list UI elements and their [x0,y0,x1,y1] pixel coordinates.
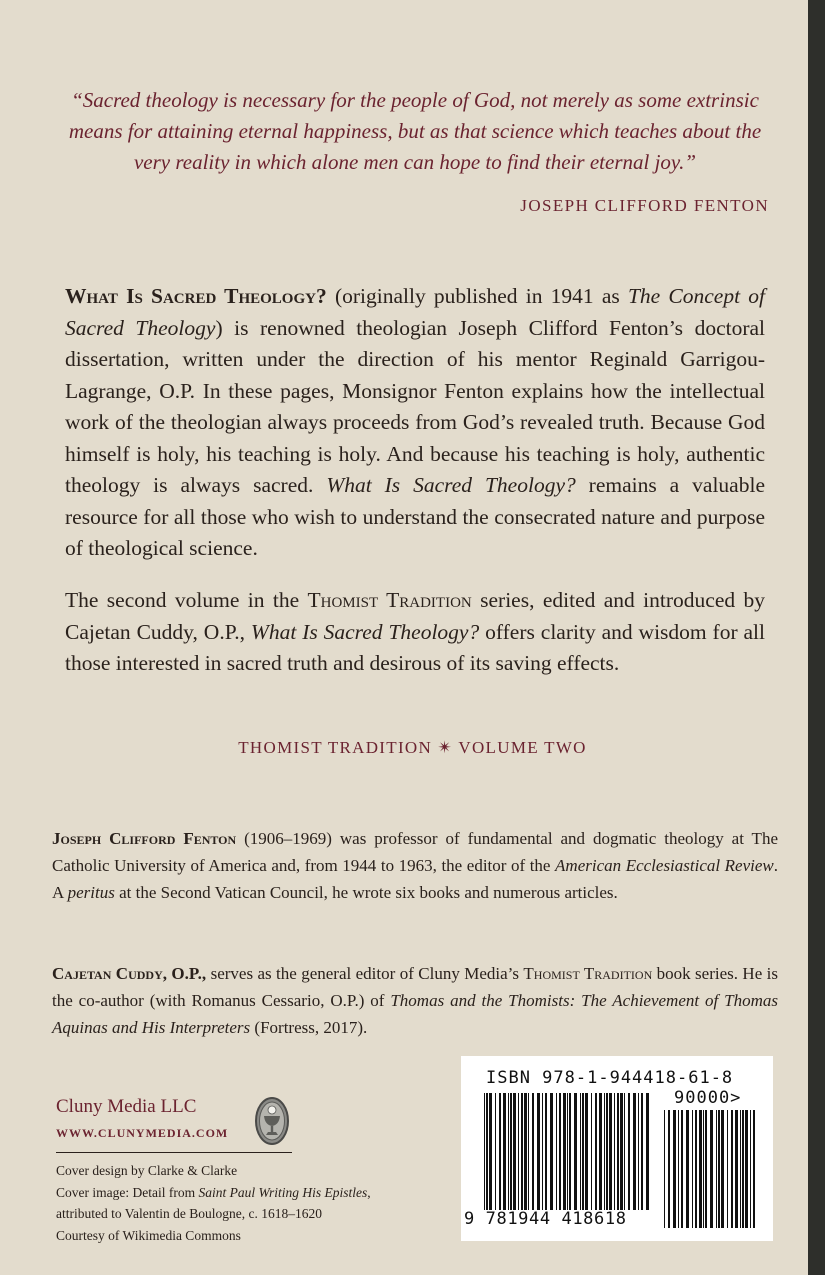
barcode-bar [705,1110,707,1228]
epigraph-quote: “Sacred theology is necessary for the people of God, not merely as some extrinsic means for attaining eternal happiness, but as that science which teaches about the very reality in which alone men can hope to find their eternal joy.” [68,88,762,174]
barcode-bar [599,1093,602,1210]
barcode-bar [563,1093,566,1210]
barcode-bar [745,1110,748,1228]
book-title-italic: What Is Sacred Theology? [250,619,480,644]
barcode-bar [716,1110,717,1228]
barcode-bar [532,1093,534,1210]
barcode-bar [545,1093,547,1210]
barcode-bar [521,1093,523,1210]
barcode-bar [617,1093,619,1210]
barcode-bar [550,1093,553,1210]
barcode-bar [624,1093,625,1210]
barcode-bar [620,1093,623,1210]
barcode-bar [638,1093,639,1210]
barcode-bar [699,1110,702,1228]
epigraph-author: JOSEPH CLIFFORD FENTON [520,196,769,215]
publisher-name: Cluny Media LLC [56,1096,197,1117]
coauthored-book-title: Thomas and the Thomists: The Achievement of Thomas Aquinas and His Interpreters [52,991,778,1037]
barcode-bar [489,1093,492,1210]
barcode-bar [556,1093,557,1210]
isbn-number: ISBN 978-1-944418-61-8 [486,1068,734,1088]
barcode-bar [508,1093,509,1210]
original-title: The Concept of Sacred Theology [65,284,766,340]
barcode-bar [518,1093,519,1210]
author-bio: Joseph Clifford Fenton (1906–1969) was professor of fundamental and dogmatic theology at The Catholic University of America and, from 1944 to 1963, the editor of the American Ecclesiastical Review. A peritus at the Second Vatican Council, he wrote six books and numerous articles. [52,829,779,902]
barcode-bar [703,1110,704,1228]
barcode-bar [628,1093,630,1210]
barcode-bar [574,1093,577,1210]
barcode-bar [692,1110,693,1228]
author-name: Joseph Clifford Fenton [52,829,237,848]
barcode-bar [528,1093,529,1210]
editor-bio: Cajetan Cuddy, O.P., serves as the general editor of Cluny Media’s Thomist Tradition book series. He is the co-author (with Romanus Cessario, O.P.) of Thomas and the Thomists: The Achievement of Thomas Aquinas and His Interpreters (Fortress, 2017). [52,964,778,1037]
barcode-bar [633,1093,636,1210]
barcode-bar [559,1093,561,1210]
barcode-bar [742,1110,744,1228]
description-paragraph-2: The second volume in the Thomist Tradition series, edited and introduced by Cajetan Cuddy, O.P., What Is Sacred Theology? offers clarity and wisdom for all those interested in sacred truth and desirous of its saving effects. [65,588,765,675]
barcode-bar [668,1110,670,1228]
barcode-bar [678,1110,679,1228]
series-name: Thomist Tradition [307,588,472,612]
barcode-bar [681,1110,683,1228]
barcode-bar [582,1093,584,1210]
price-code: 90000> [674,1088,742,1108]
journal-title: American Ecclesiastical Review [555,856,774,875]
barcode-bar [542,1093,543,1210]
credit-courtesy: Courtesy of Wikimedia Commons [56,1227,241,1243]
publisher-url: WWW.CLUNYMEDIA.COM [56,1126,229,1140]
barcode-bar [537,1093,540,1210]
barcode-bar [569,1093,571,1210]
barcode-bar [740,1110,741,1228]
barcode-bar [753,1110,755,1228]
barcode-bar [513,1093,516,1210]
barcode-bar [664,1110,665,1228]
series-name: Thomist Tradition [523,964,653,983]
barcode-bar [484,1093,485,1210]
barcode-bar [595,1093,597,1210]
barcode-bar [750,1110,751,1228]
barcode-bar [710,1110,713,1228]
barcode-bar [718,1110,720,1228]
barcode-bar [585,1093,588,1210]
book-title: What Is Sacred Theology? [65,284,327,308]
barcode-bar [486,1093,488,1210]
credit-design: Cover design by Clarke & Clarke [56,1163,238,1178]
barcode-bar [686,1110,689,1228]
editor-name: Cajetan Cuddy, O.P., [52,964,207,983]
barcode-bar [510,1093,512,1210]
barcode-bar [727,1110,728,1228]
description-paragraph-1: What Is Sacred Theology? (originally published in 1941 as The Concept of Sacred Theology) is renowned theologian Joseph Clifford Fenton’s doctoral dissertation, written under the direction of his mentor Reginald Garrigou-Lagrange, O.P. In these pages, Monsignor Fenton explains how the intellectual work of the theologian always proceeds from God’s revealed truth. Because God himself is holy, his teaching is holy. And because his teaching is holy, authentic theology is always sacred. What Is Sacred Theology? remains a valuable resource for all those who wish to understand the consecrated nature and purpose of theological science. [65,284,766,560]
credit-attribution: attributed to Valentin de Boulogne, c. 1618–1620 [56,1206,322,1221]
barcode-bar [731,1110,733,1228]
barcode-bar [606,1093,608,1210]
barcode-bar [580,1093,581,1210]
barcode-bar [721,1110,724,1228]
barcode-bar [609,1093,612,1210]
barcode-bar [524,1093,527,1210]
barcode-bar [641,1093,643,1210]
barcode-bar [503,1093,506,1210]
peritus-term: peritus [67,883,115,902]
ean-digits: 9 781944 418618 [464,1209,627,1229]
barcode-bar [614,1093,615,1210]
book-title-italic: What Is Sacred Theology? [326,473,576,497]
series-volume-line: THOMIST TRADITION ✴ VOLUME TWO [238,738,587,757]
barcode-bar [499,1093,501,1210]
barcode-bar [591,1093,592,1210]
barcode-bar [604,1093,605,1210]
painting-title: Saint Paul Writing His Epistles [198,1184,368,1200]
barcode-bar [735,1110,738,1228]
barcode-bar [646,1093,649,1210]
barcode-bar [673,1110,676,1228]
barcode-bar [495,1093,496,1210]
barcode-bar [567,1093,568,1210]
credit-image: Cover image: Detail from Saint Paul Writing His Epistles, [56,1184,371,1200]
barcode-bar [695,1110,697,1228]
